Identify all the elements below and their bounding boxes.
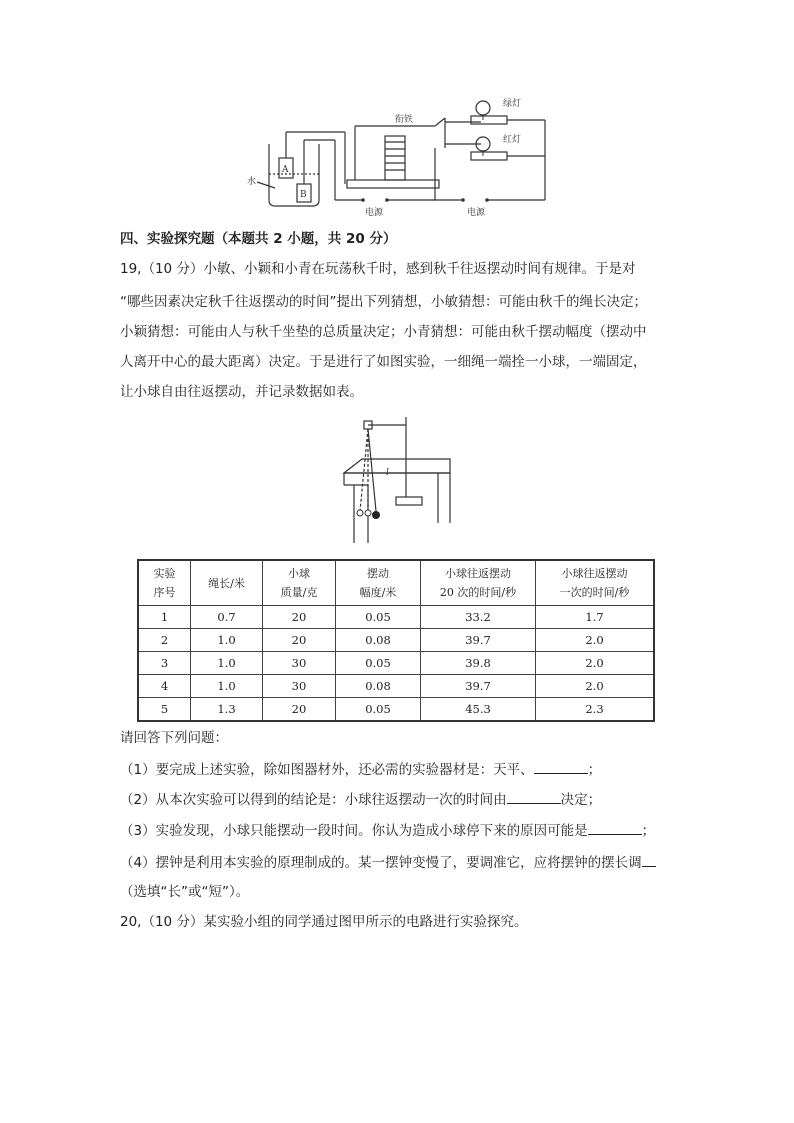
question-4: （4）摆钟是利用本实验的原理制成的。某一摆钟变慢了，要调准它，应将摆钟的摆长调 [120,852,656,872]
table-row: 3 1.0 30 0.05 39.8 2.0 [138,652,654,675]
water-label: 水 [247,177,257,187]
table-header-row [138,560,654,606]
header-cell-amplitude: 摆动 幅度/米 [336,560,421,606]
header-cell-20-swings: 小球往返摆动 20 次的时间/秒 [421,560,536,606]
question-1: （1）要完成上述实验，除如图器材外，还必需的实验器材是：天平、 ； [120,759,601,779]
experiment-data-table [137,559,655,722]
q19-line-5: 让小球自由往返摆动，并记录数据如表。 [120,384,363,400]
q3-answer-blank[interactable] [588,820,642,835]
table-row: 1 0.7 20 0.05 33.2 1.7 [138,606,654,629]
header-cell-length: 绳长/米 [191,560,263,606]
electrode-b-label: B [300,190,307,200]
question-20: 20,（10 分）某实验小组的同学通过图甲所示的电路进行实验探究。 [120,914,528,930]
pendulum-figure [338,413,454,545]
question-3: （3）实验发现，小球只能摆动一段时间。你认为造成小球停下来的原因可能是 ； [120,820,655,840]
questions-prompt: 请回答下列问题： [120,730,228,746]
q19-line-2: “哪些因素决定秋千往返摆动的时间”提出下列猜想，小敏猜想：可能由秋千的绳长决定； [120,294,647,310]
section-heading: 四、实验探究题（本题共 2 小题，共 20 分） [120,231,397,247]
q2-answer-blank[interactable] [507,789,561,804]
green-lamp-label: 绿灯 [503,99,522,109]
table-row: 4 1.0 30 0.08 39.7 2.0 [138,675,654,698]
power-label-left: 电源 [365,208,384,218]
q19-line-1: 19,（10 分）小敏、小颖和小青在玩荡秋千时，感到秋千往返摆动时间有规律。于是对 [120,261,636,277]
relay-circuit-figure [245,92,555,220]
q1-answer-blank[interactable] [534,759,588,774]
header-cell-mass: 小球 质量/克 [263,560,336,606]
length-label: l [386,468,389,478]
q19-line-4: 人离开中心的最大距离）决定。于是进行了如图实验，一细绳一端拴一小球，一端固定， [120,354,647,370]
q19-line-3: 小颖猜想：可能由人与秋千坐垫的总质量决定；小青猜想：可能由秋千摆动幅度（摆动中 [120,324,647,340]
header-cell-index: 实验 序号 [138,560,191,606]
question-2: （2）从本次实验可以得到的结论是：小球往返摆动一次的时间由 决定； [120,789,601,809]
header-cell-one-swing: 小球往返摆动 一次的时间/秒 [536,560,655,606]
q4-answer-blank[interactable] [642,852,656,867]
red-lamp-label: 红灯 [503,135,522,145]
power-label-right: 电源 [467,208,486,218]
electrode-a-label: A [282,165,289,175]
armature-label: 衔铁 [395,115,414,125]
table-row: 2 1.0 20 0.08 39.7 2.0 [138,629,654,652]
table-row: 5 1.3 20 0.05 45.3 2.3 [138,698,654,722]
question-4-continued: （选填“长”或“短”）。 [120,884,250,900]
